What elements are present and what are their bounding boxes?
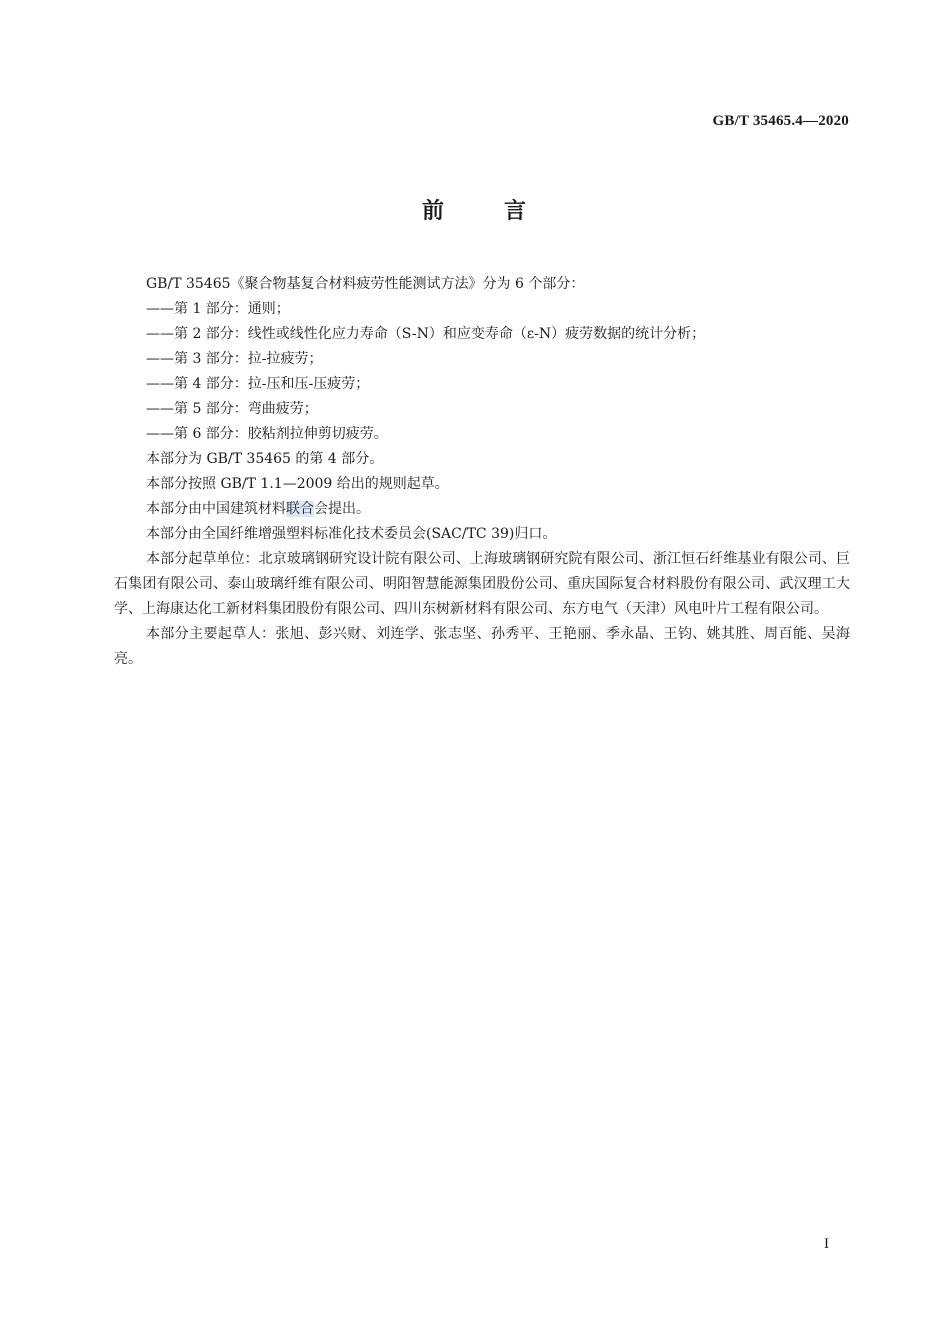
list-item-part-4: ——第 4 部分：拉-压和压-压疲劳； <box>146 376 370 392</box>
proposed-by-paragraph <box>114 497 850 522</box>
proposed-text-before: 本部分由中国建筑材料 <box>146 501 286 517</box>
proposed-text-after: 会提出。 <box>314 501 370 517</box>
list-item-part-5: ——第 5 部分：弯曲疲劳； <box>146 401 318 417</box>
list-item-part-2: ——第 2 部分：线性或线性化应力寿命（S-N）和应变寿命（ε-N）疲劳数据的统计分析； <box>146 326 706 342</box>
title-char-1: 前 <box>421 199 446 224</box>
list-item-part-6: ——第 6 部分：胶粘剂拉伸剪切疲劳。 <box>146 426 388 442</box>
drafting-units-paragraph: 本部分起草单位：北京玻璃钢研究设计院有限公司、上海玻璃钢研究院有限公司、浙江恒石纤维基业有限公司、巨石集团有限公司、泰山玻璃纤维有限公司、明阳智慧能源集团股份公司、重庆国际复合材料股份有限公司、武汉理工大学、上海康达化工新材料集团股份有限公司、四川东树新材料有限公司、东方电气（天津）风电叶片工程有限公司。 <box>114 551 850 617</box>
foreword-body <box>114 272 850 672</box>
drafters-paragraph: 本部分主要起草人：张旭、彭兴财、刘连学、张志坚、孙秀平、王艳丽、季永晶、王钧、姚其胜、周百能、吴海亮。 <box>114 626 850 667</box>
page-number: I <box>824 1236 829 1252</box>
list-item-part-1: ——第 1 部分：通则； <box>146 301 290 317</box>
document-code: GB/T 35465.4—2020 <box>712 113 849 129</box>
page-title <box>0 194 950 225</box>
drafting-rules-paragraph: 本部分按照 GB/T 1.1—2009 给出的规则起草。 <box>146 476 449 492</box>
title-char-2: 言 <box>504 199 529 224</box>
intro-paragraph: GB/T 35465《聚合物基复合材料疲劳性能测试方法》分为 6 个部分： <box>146 276 585 292</box>
this-part-paragraph: 本部分为 GB/T 35465 的第 4 部分。 <box>146 451 384 467</box>
selected-text-highlight[interactable]: 联合 <box>286 501 314 517</box>
centralized-paragraph: 本部分由全国纤维增强塑料标准化技术委员会(SAC/TC 39)归口。 <box>146 526 557 542</box>
list-item-part-3: ——第 3 部分：拉-拉疲劳； <box>146 351 323 367</box>
